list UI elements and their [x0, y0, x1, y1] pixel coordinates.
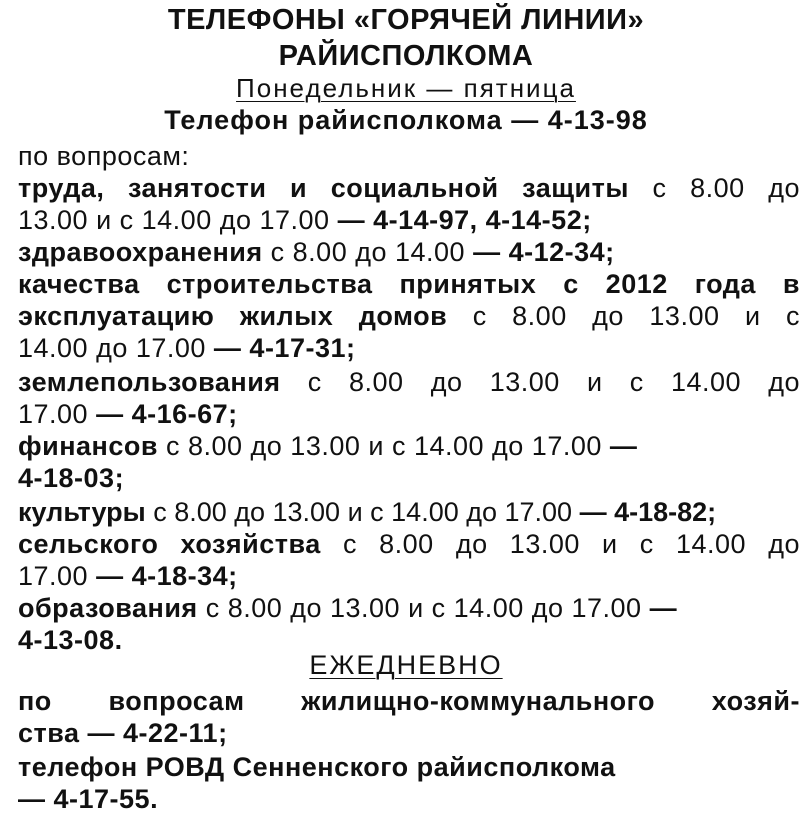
- item-agriculture-line1: [18, 529, 800, 560]
- schedule-heading: [0, 73, 812, 104]
- item-construction-hours2: 14.00 до 17.00: [18, 333, 206, 363]
- daily-police-line1: телефон РОВД Сенненского райисполкома: [18, 752, 616, 782]
- item-construction-phones: — 4-17-31;: [213, 333, 356, 363]
- daily-housing-line2: ства — 4-22-11;: [18, 718, 228, 748]
- item-labor-phones: — 4-14-97, 4-14-52;: [337, 205, 592, 235]
- item-construction-topic2: эксплуатацию жилых домов: [18, 301, 448, 331]
- item-finance-phones: 4-18-03;: [18, 463, 125, 493]
- item-education-phones: 4-13-08.: [18, 625, 123, 655]
- daily-housing-line1: по вопросам жилищно-коммунального хозяй-: [18, 686, 800, 716]
- item-education-topic: образования: [18, 593, 198, 623]
- item-labor-hours2: 13.00 и с 14.00 до 17.00: [18, 205, 330, 235]
- item-health: [18, 237, 800, 268]
- item-culture-topic: культуры: [18, 497, 146, 527]
- item-health-topic: здравоохранения: [18, 237, 263, 267]
- item-labor-topic: труда, занятости и социальной защиты: [18, 173, 629, 203]
- item-construction-hours1: с 8.00 до 13.00 и с: [472, 301, 800, 331]
- intro-text: по вопросам:: [18, 141, 190, 171]
- item-labor-line1: [18, 173, 800, 204]
- item-culture-phones: — 4-18-82;: [579, 497, 717, 527]
- page-title-line2: РАЙИСПОЛКОМА: [278, 40, 534, 72]
- item-land-topic: землепользования: [18, 367, 281, 397]
- schedule-heading-text: Понедельник — пятница: [236, 73, 576, 103]
- item-education-dash: —: [649, 593, 678, 623]
- item-labor-line2: [18, 205, 800, 236]
- item-labor-hours1: с 8.00 до: [652, 173, 800, 203]
- item-finance-topic: финансов: [18, 431, 158, 461]
- item-culture: [18, 497, 800, 528]
- item-agriculture-line2: [18, 561, 800, 592]
- item-health-phones: — 4-12-34;: [473, 237, 615, 267]
- main-phone: Телефон райисполкома — 4-13-98: [164, 105, 648, 135]
- page-title: ТЕЛЕФОНЫ «ГОРЯЧЕЙ ЛИНИИ»: [167, 4, 645, 36]
- item-education-line1: [18, 593, 800, 624]
- item-land-hours2: 17.00: [18, 399, 89, 429]
- daily-heading: [0, 650, 812, 681]
- item-construction-line3: [18, 333, 800, 364]
- item-education-hours: с 8.00 до 13.00 и с 14.00 до 17.00: [205, 593, 642, 623]
- item-agriculture-hours2: 17.00: [18, 561, 89, 591]
- item-land-line2: [18, 399, 800, 430]
- item-land-hours1: с 8.00 до 13.00 и с 14.00 до: [307, 367, 800, 397]
- item-agriculture-topic: сельского хозяйства: [18, 529, 321, 559]
- item-land-phones: — 4-16-67;: [96, 399, 238, 429]
- item-construction-line2: [18, 301, 800, 332]
- item-agriculture-phones: — 4-18-34;: [96, 561, 238, 591]
- item-land-line1: [18, 367, 800, 398]
- item-culture-hours: с 8.00 до 13.00 и с 14.00 до 17.00: [153, 497, 573, 527]
- daily-heading-text: ЕЖЕДНЕВНО: [309, 650, 503, 680]
- item-agriculture-hours1: с 8.00 до 13.00 и с 14.00 до: [342, 529, 800, 559]
- item-construction-line1: качества строительства принятых с 2012 года в: [18, 269, 800, 299]
- item-finance-line1: [18, 431, 800, 462]
- item-health-hours: с 8.00 до 14.00: [270, 237, 466, 267]
- item-finance-dash: —: [609, 431, 638, 461]
- item-finance-hours: с 8.00 до 13.00 и с 14.00 до 17.00: [165, 431, 602, 461]
- daily-police-line2: — 4-17-55.: [18, 784, 159, 814]
